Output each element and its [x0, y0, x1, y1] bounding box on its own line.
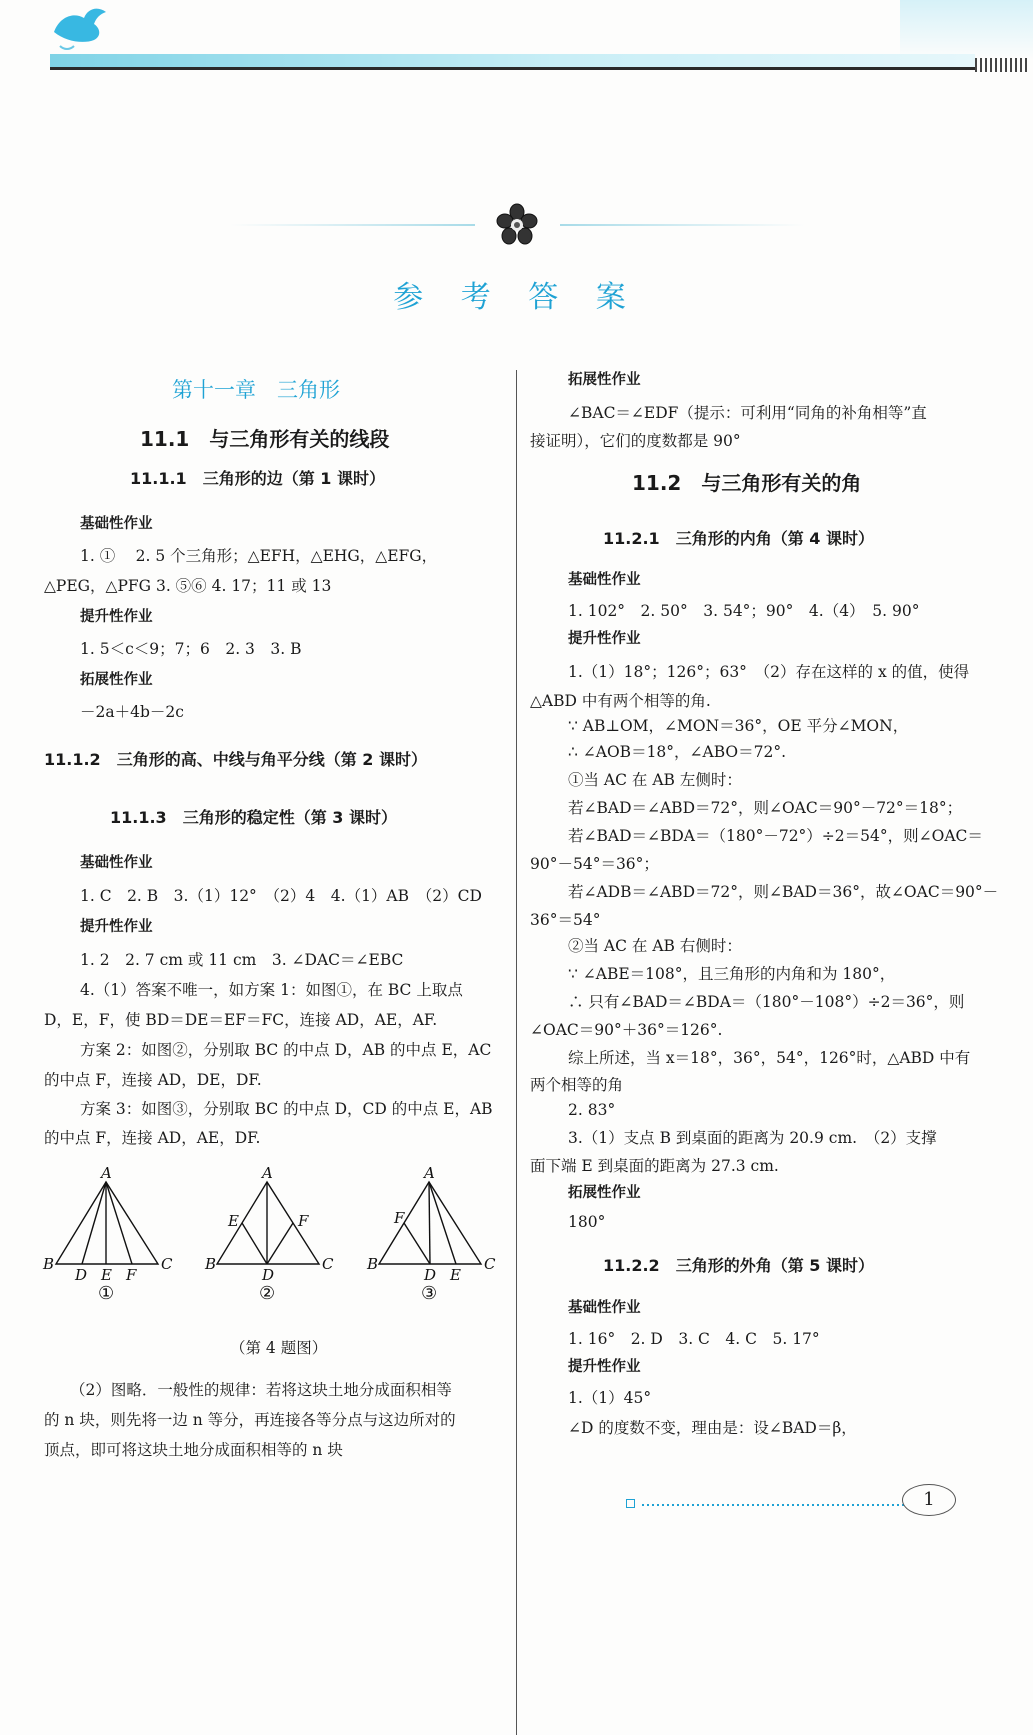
ornament-line-left — [230, 224, 475, 226]
left-column-line: 1. C 2. B 3.（1）12° （2）4 4.（1）AB （2）CD — [80, 887, 482, 905]
column-divider — [516, 370, 517, 1735]
left-column-line: （2）图略．一般性的规律：若将这块土地分成面积相等 — [70, 1381, 452, 1399]
right-column-line: 接证明），它们的度数都是 90° — [530, 432, 741, 450]
left-column-line: 1. 2 2. 7 cm 或 11 cm 3. ∠DAC＝∠EBC — [80, 951, 404, 969]
header-ticks — [975, 58, 1030, 72]
right-column-line: ∠D 的度数不变，理由是：设∠BAD＝β， — [568, 1419, 857, 1437]
fig2-label-c: C — [322, 1255, 334, 1273]
right-column-line: △ABD 中有两个相等的角. — [530, 692, 711, 710]
right-column-line: 36°＝54° — [530, 911, 601, 929]
left-column-line: △PEG，△PFG 3. ⑤⑥ 4. 17；11 或 13 — [44, 577, 332, 595]
left-column-line: 方案 3：如图③，分别取 BC 的中点 D，CD 的中点 E，AB — [80, 1100, 493, 1118]
fig2-label-b: B — [205, 1255, 217, 1273]
fig2-label-e: E — [228, 1212, 239, 1230]
left-column-line: 基础性作业 — [80, 855, 153, 871]
left-column-line: 基础性作业 — [80, 516, 153, 532]
left-column-line: 的中点 F，连接 AD，DE，DF. — [44, 1071, 262, 1089]
fig1-label-f: F — [126, 1266, 137, 1284]
right-column-line: 基础性作业 — [568, 1300, 641, 1316]
fig-caption-2: ② — [259, 1283, 276, 1304]
fig1-label-d: D — [75, 1266, 88, 1284]
fig1-label-e: E — [101, 1266, 112, 1284]
flower-ornament-icon — [495, 203, 539, 247]
right-column-line: ∠BAC＝∠EDF（提示：可利用“同角的补角相等”直 — [568, 404, 927, 422]
left-column-line: 顶点，即可将这块土地分成面积相等的 n 块 — [44, 1441, 343, 1459]
left-column-line: 提升性作业 — [80, 609, 153, 625]
figure-4-triangles — [38, 1160, 508, 1330]
left-column-line: 第十一章 三角形 — [172, 378, 340, 402]
right-column-line: 提升性作业 — [568, 631, 641, 647]
right-column-line: 11.2.1 三角形的内角（第 4 课时） — [603, 529, 874, 548]
fig3-label-a: A — [424, 1164, 435, 1182]
fig3-label-c: C — [484, 1255, 496, 1273]
right-column-line: 基础性作业 — [568, 572, 641, 588]
right-column-line: ∠OAC＝90°＋36°＝126°. — [530, 1021, 723, 1039]
right-column-line: 11.2.2 三角形的外角（第 5 课时） — [603, 1256, 874, 1275]
fig-caption-3: ③ — [421, 1283, 438, 1304]
fig2-label-d: D — [262, 1266, 275, 1284]
right-column-line: 3.（1）支点 B 到桌面的距离为 20.9 cm. （2）支撑 — [568, 1129, 937, 1147]
fig3-label-f: F — [394, 1209, 405, 1227]
right-column-line: 90°－54°＝36°； — [530, 855, 659, 873]
left-column-line: 11.1 与三角形有关的线段 — [140, 427, 390, 451]
page-number: 1 — [902, 1484, 956, 1516]
ornament-line-right — [560, 224, 805, 226]
right-column-line: 1.（1）45° — [568, 1389, 652, 1407]
right-column-line: 拓展性作业 — [568, 372, 641, 388]
fig-caption-1: ① — [98, 1283, 115, 1304]
left-column-line: 提升性作业 — [80, 919, 153, 935]
header-rule — [50, 67, 975, 70]
right-column-line: 1. 102° 2. 50° 3. 54°；90° 4.（4） 5. 90° — [568, 602, 920, 620]
fig1-label-c: C — [161, 1255, 173, 1273]
bird-logo-icon — [50, 2, 112, 54]
left-column-line: （第 4 题图） — [230, 1339, 328, 1357]
fig3-label-b: B — [367, 1255, 379, 1273]
right-column-line: 拓展性作业 — [568, 1185, 641, 1201]
right-column-line: 若∠BAD＝∠BDA＝（180°－72°）÷2＝54°，则∠OAC＝ — [568, 827, 983, 845]
right-column-line: 180° — [568, 1213, 606, 1231]
right-column-line: 提升性作业 — [568, 1359, 641, 1375]
right-column-line: 综上所述，当 x＝18°，36°，54°，126°时，△ABD 中有 — [568, 1049, 971, 1067]
right-column-line: ∵ ∠ABE＝108°，且三角形的内角和为 180°， — [568, 965, 896, 983]
left-column-line: 11.1.2 三角形的高、中线与角平分线（第 2 课时） — [44, 750, 427, 769]
right-column-line: 1.（1）18°；126°；63° （2）存在这样的 x 的值，使得 — [568, 663, 970, 681]
right-column-line: ①当 AC 在 AB 左侧时： — [568, 771, 742, 789]
left-column-line: 的 n 块，则先将一边 n 等分，再连接各等分点与这边所对的 — [44, 1411, 456, 1429]
right-column-line: ∴ ∠AOB＝18°，∠ABO＝72°. — [568, 743, 787, 761]
fig3-label-e: E — [450, 1266, 461, 1284]
left-column-line: 1. ① 2. 5 个三角形；△EFH，△EHG，△EFG， — [80, 547, 438, 565]
left-column-line: －2a＋4b－2c — [80, 703, 184, 721]
header-glow — [900, 0, 1033, 60]
header-band — [50, 54, 975, 67]
fig2-label-f: F — [298, 1212, 309, 1230]
right-column-line: 2. 83° — [568, 1101, 616, 1119]
right-column-line: 面下端 E 到桌面的距离为 27.3 cm. — [530, 1157, 779, 1175]
right-column-line: 若∠ADB＝∠ABD＝72°，则∠BAD＝36°，故∠OAC＝90°－ — [568, 883, 999, 901]
left-column-line: 11.1.1 三角形的边（第 1 课时） — [130, 469, 385, 488]
right-column-line: ∵ AB⊥OM，∠MON＝36°，OE 平分∠MON， — [568, 717, 909, 735]
fig2-label-a: A — [262, 1164, 273, 1182]
right-column-line: 若∠BAD＝∠ABD＝72°，则∠OAC＝90°－72°＝18°； — [568, 799, 963, 817]
left-column-line: 11.1.3 三角形的稳定性（第 3 课时） — [110, 808, 397, 827]
fig1-label-a: A — [101, 1164, 112, 1182]
right-column-line: 两个相等的角 — [530, 1076, 624, 1094]
fig1-label-b: B — [43, 1255, 55, 1273]
right-column-line: ②当 AC 在 AB 右侧时： — [568, 937, 742, 955]
left-column-line: 拓展性作业 — [80, 672, 153, 688]
footer-dotted-line — [642, 1504, 907, 1506]
left-column-line: D，E，F，使 BD＝DE＝EF＝FC，连接 AD，AE，AF. — [44, 1011, 438, 1029]
right-column-line: 1. 16° 2. D 3. C 4. C 5. 17° — [568, 1330, 820, 1348]
left-column-line: 4.（1）答案不唯一，如方案 1：如图①，在 BC 上取点 — [80, 981, 463, 999]
footer-square-icon — [626, 1499, 635, 1508]
left-column-line: 的中点 F，连接 AD，AE，DF. — [44, 1129, 261, 1147]
right-column-line: 11.2 与三角形有关的角 — [632, 471, 862, 495]
left-column-line: 1. 5＜c＜9；7；6 2. 3 3. B — [80, 640, 302, 658]
fig3-label-d: D — [424, 1266, 437, 1284]
page-title: 参 考 答 案 — [393, 280, 640, 315]
left-column-line: 方案 2：如图②，分别取 BC 的中点 D，AB 的中点 E，AC — [80, 1041, 492, 1059]
right-column-line: ∴ 只有∠BAD＝∠BDA＝（180°－108°）÷2＝36°，则 — [568, 993, 965, 1011]
